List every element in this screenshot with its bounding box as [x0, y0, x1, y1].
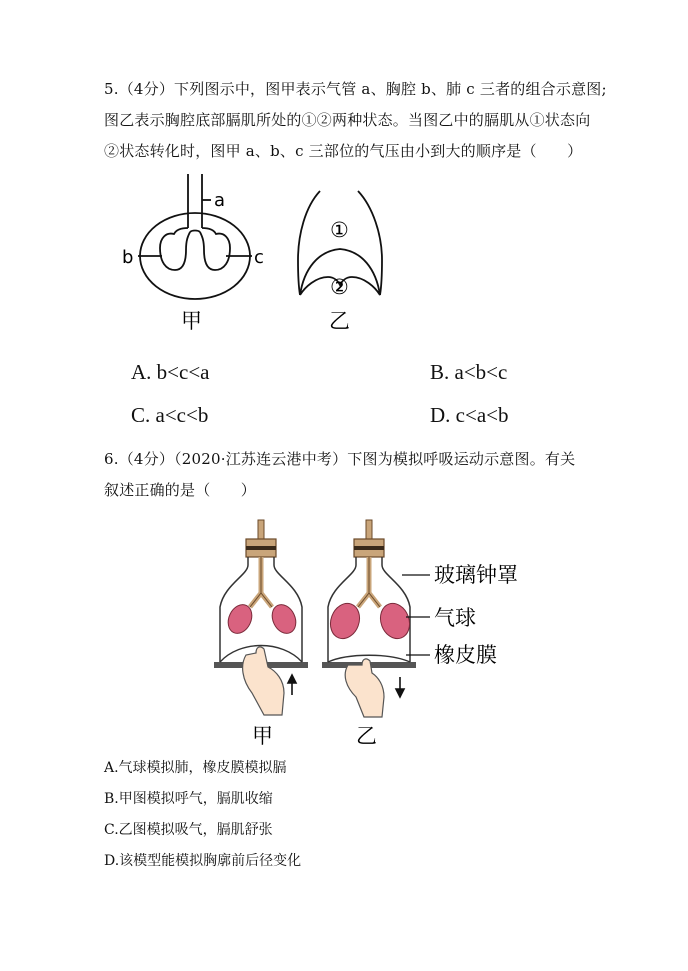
q6-line-1: 6.（4分）（2020·江苏连云港中考）下图为模拟呼吸运动示意图。有关	[104, 450, 576, 468]
q5-line-3: ②状态转化时，图甲 a、b、c 三部位的气压由小到大的顺序是（ ）	[104, 142, 583, 160]
q5-option-d[interactable]: D. c<a<b	[430, 403, 509, 427]
state-1-label: ①	[330, 218, 349, 242]
trachea-shape	[188, 174, 202, 228]
label-membrane: 橡皮膜	[434, 643, 497, 667]
q5-line-2: 图乙表示胸腔底部膈肌所处的①②两种状态。当图乙中的膈肌从①状态向	[104, 111, 591, 129]
q5-option-c[interactable]: C. a<c<b	[131, 403, 209, 427]
caption-yi: 乙	[329, 309, 350, 333]
right-lung-shape	[200, 228, 230, 270]
left-lung-shape	[160, 228, 190, 270]
q6-option-c[interactable]: C.乙图模拟吸气，膈肌舒张	[104, 822, 273, 838]
arrow-down-icon	[396, 677, 404, 697]
label-b: b	[122, 247, 134, 268]
label-c: c	[254, 247, 264, 268]
q6-option-d[interactable]: D.该模型能模拟胸廓前后径变化	[104, 853, 302, 869]
jar-jia	[214, 520, 308, 715]
figure-jia-chest-diagram	[118, 170, 278, 335]
hand-icon	[243, 647, 284, 715]
q6-option-b[interactable]: B.甲图模拟呼气，膈肌收缩	[104, 791, 273, 807]
question-6-text	[104, 444, 624, 506]
q5-option-a[interactable]: A. b<c<a	[131, 360, 210, 384]
arrow-up-icon	[288, 675, 296, 695]
q6-option-a[interactable]: A.气球模拟肺，橡皮膜模拟膈	[104, 760, 287, 776]
figure-yi-diaphragm-diagram	[290, 185, 395, 335]
q5-line-1: 5.（4分）下列图示中，图甲表示气管 a、胸腔 b、肺 c 三者的组合示意图;	[104, 80, 607, 98]
caption-jia-model: 甲	[252, 724, 273, 748]
bell-jar-model-figure	[210, 515, 540, 750]
question-5-text	[104, 74, 624, 167]
jar-yi	[322, 520, 416, 717]
q5-option-b[interactable]: B. a<b<c	[430, 360, 508, 384]
label-balloon: 气球	[434, 606, 476, 630]
label-bell-jar: 玻璃钟罩	[434, 563, 518, 587]
label-a: a	[214, 190, 226, 211]
q6-line-2: 叙述正确的是（ ）	[104, 481, 257, 499]
caption-yi-model: 乙	[356, 724, 377, 748]
caption-jia: 甲	[181, 309, 202, 333]
state-2-label: ②	[330, 275, 349, 299]
